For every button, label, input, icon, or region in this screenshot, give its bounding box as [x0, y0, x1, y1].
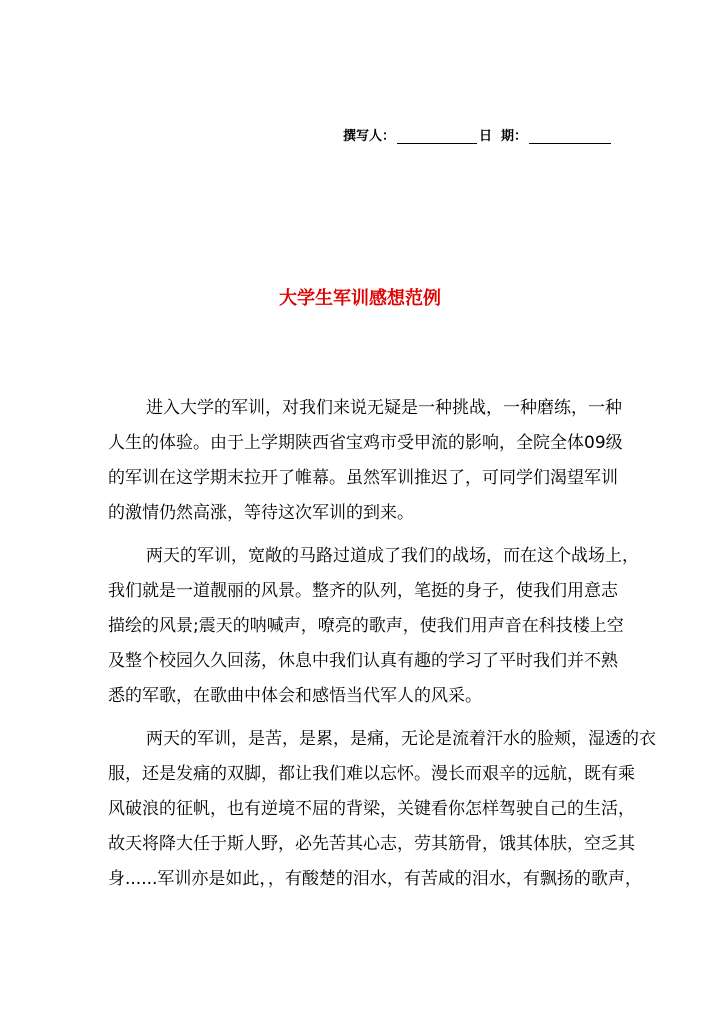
text-line: 及整个校园久久回荡，休息中我们认真有趣的学习了平时我们并不熟 — [108, 651, 618, 671]
text-line: 描绘的风景;震天的呐喊声，嘹亮的歌声，使我们用声音在科技楼上空 — [108, 616, 624, 636]
paragraph-gap — [108, 719, 612, 727]
paragraph — [108, 727, 656, 902]
paragraph-gap — [108, 536, 612, 544]
author-date-header — [343, 125, 613, 144]
text-line: 的军训在这学期末拉开了帷幕。虽然军训推迟了，可同学们渴望军训 — [108, 468, 618, 488]
text-line: 服，还是发痛的双脚，都让我们难以忘怀。漫长而艰辛的远航，既有乘 — [108, 764, 635, 784]
author-blank — [397, 129, 477, 144]
text-line: 悉的军歌，在歌曲中体会和感悟当代军人的风采。 — [108, 686, 482, 706]
date-blank — [529, 129, 611, 144]
paragraph — [108, 544, 639, 719]
text-line: 我们就是一道靓丽的风景。整齐的队列，笔挺的身子，使我们用意志 — [108, 581, 618, 601]
text-line: 故天将降大任于斯人野，必先苦其心志，劳其筋骨，饿其体肤，空乏其 — [108, 834, 635, 854]
text-line: 两天的军训，宽敞的马路过道成了我们的战场，而在这个战场上， — [146, 546, 639, 566]
author-label: 撰写人： — [343, 129, 396, 144]
text-line: 进入大学的军训，对我们来说无疑是一种挑战，一种磨练，一种 — [146, 398, 622, 418]
text-line: 风破浪的征帆，也有逆境不屈的背梁，关键看你怎样驾驶自己的生活， — [108, 799, 635, 819]
document-body — [108, 396, 656, 902]
text-line: 两天的军训，是苦，是累，是痛，无论是流着汗水的脸颊，湿透的衣 — [146, 729, 656, 749]
text-line: 身......军训亦是如此，，有酸楚的泪水，有苦咸的泪水，有飘扬的歌声， — [108, 869, 642, 889]
document-title: 大学生军训感想范例 — [279, 288, 441, 309]
text-line: 人生的体验。由于上学期陕西省宝鸡市受甲流的影响，全院全体09级 — [108, 433, 623, 453]
date-label: 日 期： — [478, 129, 528, 144]
text-line: 的激情仍然高涨，等待这次军训的到来。 — [108, 503, 414, 523]
paragraph — [108, 396, 623, 536]
